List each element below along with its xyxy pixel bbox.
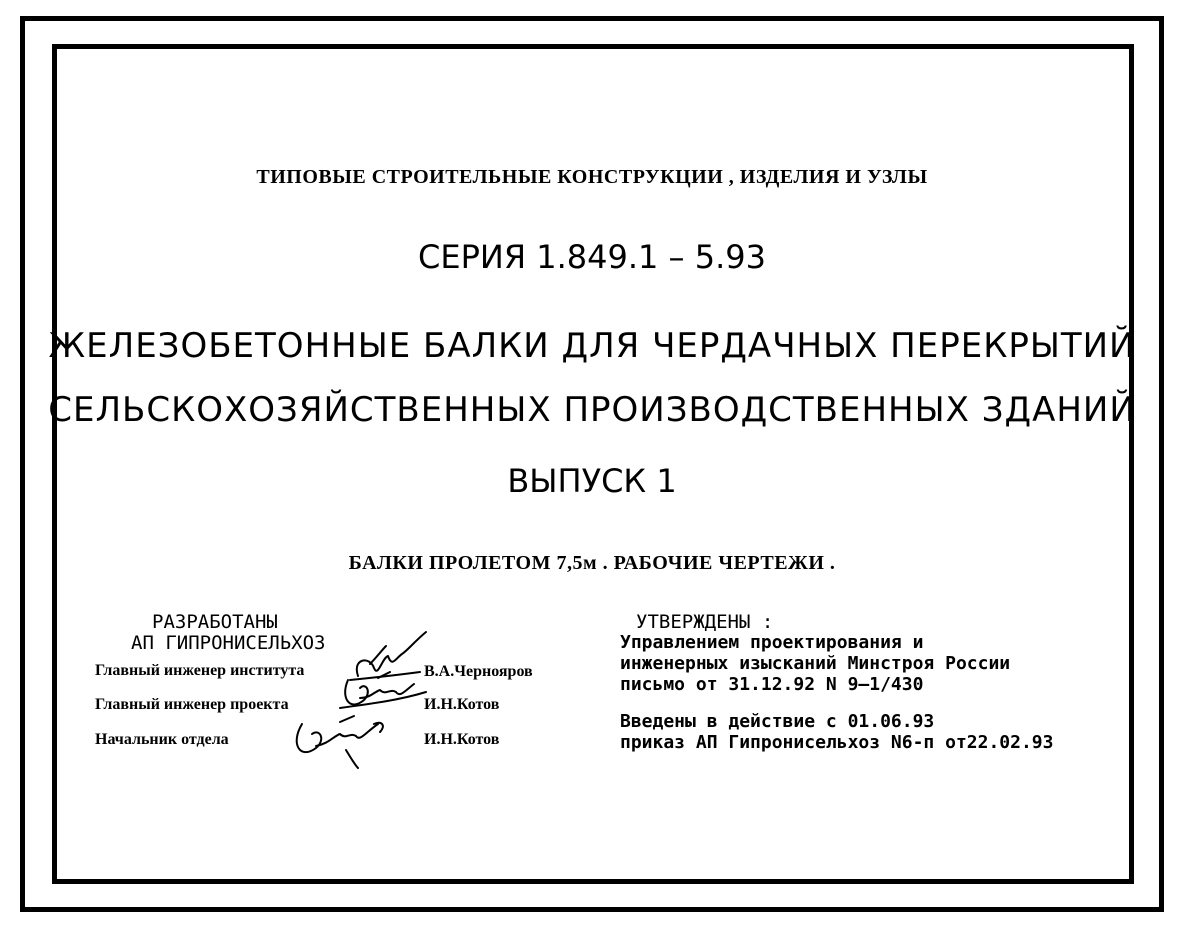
approved-line-3: письмо от 31.12.92 N 9–1/430: [620, 674, 924, 695]
signer-name-3: И.Н.Котов: [424, 731, 500, 748]
subtitle: БАЛКИ ПРОЛЕТОМ 7,5м . РАБОЧИЕ ЧЕРТЕЖИ .: [348, 552, 836, 574]
series-label: ТИПОВЫЕ СТРОИТЕЛЬНЫЕ КОНСТРУКЦИИ , ИЗДЕЛИЯ И УЗЛЫ: [256, 166, 928, 188]
developed-org: АП ГИПРОНИСЕЛЬХОЗ: [131, 632, 326, 654]
approved-line-1: Управлением проектирования и: [620, 632, 924, 653]
signer-role-3: Начальник отдела: [95, 731, 229, 748]
signer-name-2: И.Н.Котов: [424, 696, 500, 713]
series-code: СЕРИЯ 1.849.1 – 5.93: [418, 238, 766, 276]
enacted-line-1: Введены в действие с 01.06.93: [620, 711, 935, 732]
signer-role-2: Главный инженер проекта: [95, 696, 289, 713]
approved-line-2: инженерных изысканий Минстроя России: [620, 653, 1011, 674]
signature-3: [286, 710, 396, 770]
signer-role-1: Главный инженер института: [95, 662, 305, 679]
issue-number: ВЫПУСК 1: [507, 462, 677, 500]
approved-heading: УТВЕРЖДЕНЫ :: [636, 611, 774, 633]
title-line-2: СЕЛЬСКОХОЗЯЙСТВЕННЫХ ПРОИЗВОДСТВЕННЫХ ЗДАНИЙ: [48, 390, 1136, 430]
title-line-1: ЖЕЛЕЗОБЕТОННЫЕ БАЛКИ ДЛЯ ЧЕРДАЧНЫХ ПЕРЕКРЫТИЙ: [48, 326, 1136, 366]
developed-heading: РАЗРАБОТАНЫ: [152, 611, 278, 633]
enacted-line-2: приказ АП Гипронисельхоз N6-п от22.02.93: [620, 732, 1054, 753]
signer-name-1: В.А.Чернояров: [424, 663, 533, 680]
